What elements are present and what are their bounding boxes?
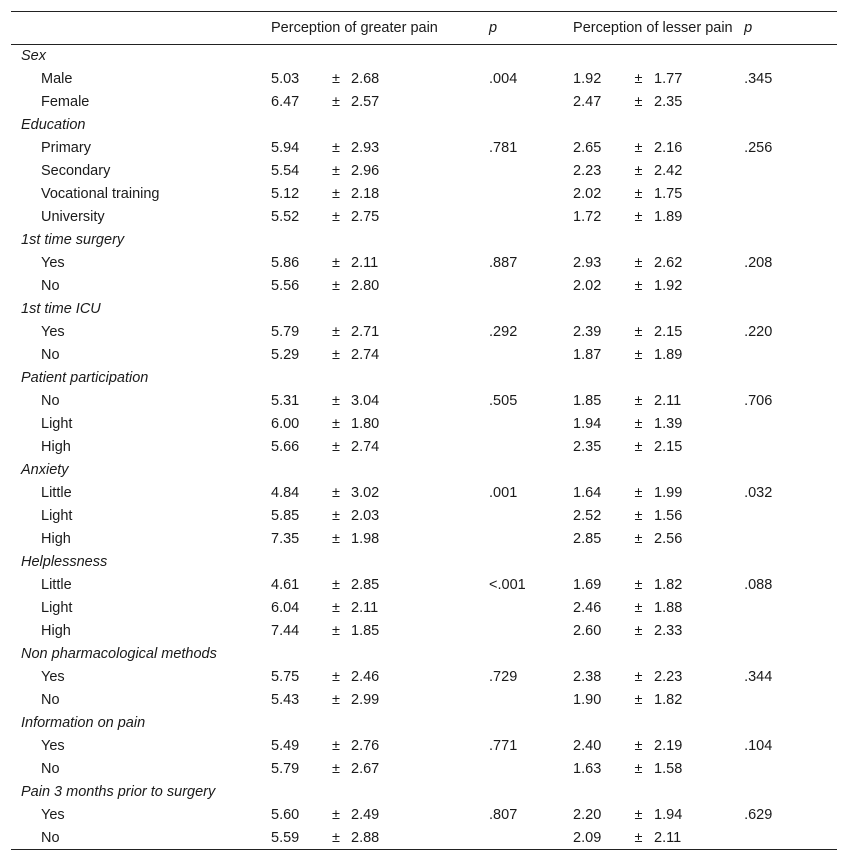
table-row [11, 389, 837, 412]
lesser-pain-sd: 2.11 [654, 392, 682, 409]
greater-pain-sd: 2.68 [351, 70, 380, 87]
lesser-pain-mean: 2.35 [573, 438, 602, 455]
group-header-row [11, 711, 837, 734]
greater-pain-p-value: <.001 [489, 576, 526, 593]
lesser-pain-mean: 1.85 [573, 392, 602, 409]
lesser-pain-sd: 1.82 [654, 691, 683, 708]
lesser-pain-mean: 2.38 [573, 668, 602, 685]
lesser-pain-mean: 2.47 [573, 93, 602, 110]
greater-pain-p-value [489, 757, 573, 780]
table-row [11, 481, 837, 504]
lesser-pain-p-value [744, 527, 837, 550]
greater-pain-mean: 4.84 [271, 484, 300, 501]
table-row [11, 90, 837, 113]
greater-pain-plus-minus: ± [332, 185, 340, 202]
table-row [11, 159, 837, 182]
lesser-pain-plus-minus: ± [634, 829, 643, 846]
lesser-pain-plus-minus: ± [634, 691, 643, 708]
lesser-pain-mean: 1.64 [573, 484, 602, 501]
greater-pain-plus-minus: ± [332, 93, 340, 110]
greater-pain-p-value [489, 182, 573, 205]
row-label: High [41, 530, 71, 547]
lesser-pain-mean: 1.87 [573, 346, 602, 363]
row-label: No [41, 691, 60, 708]
greater-pain-plus-minus: ± [332, 346, 340, 363]
group-label: 1st time surgery [21, 231, 125, 248]
greater-pain-mean: 5.31 [271, 392, 300, 409]
greater-pain-mean: 4.61 [271, 576, 300, 593]
lesser-pain-p-value [744, 688, 837, 711]
lesser-pain-p-value [744, 826, 837, 849]
lesser-pain-plus-minus: ± [634, 70, 643, 87]
lesser-pain-sd: 1.92 [654, 277, 683, 294]
group-label: Patient participation [21, 369, 149, 386]
greater-pain-p-value: .807 [489, 806, 518, 823]
table-row [11, 573, 837, 596]
greater-pain-sd: 1.98 [351, 530, 380, 547]
table-row [11, 757, 837, 780]
row-label: High [41, 438, 71, 455]
lesser-pain-mean: 2.23 [573, 162, 602, 179]
greater-pain-plus-minus: ± [332, 737, 340, 754]
lesser-pain-p-value [744, 412, 837, 435]
group-header-row [11, 228, 837, 251]
greater-pain-mean: 5.79 [271, 760, 300, 777]
greater-pain-plus-minus: ± [332, 576, 340, 593]
greater-pain-p-value: .001 [489, 484, 518, 501]
lesser-pain-sd: 1.75 [654, 185, 683, 202]
lesser-pain-plus-minus: ± [634, 668, 643, 685]
greater-pain-plus-minus: ± [332, 806, 340, 823]
row-label: No [41, 829, 60, 846]
header-row [11, 12, 837, 44]
group-header-row [11, 366, 837, 389]
greater-pain-mean: 5.75 [271, 668, 300, 685]
row-label: Female [41, 93, 90, 110]
table-row [11, 734, 837, 757]
lesser-pain-p-value [744, 90, 837, 113]
greater-pain-sd: 2.88 [351, 829, 380, 846]
greater-pain-mean: 6.04 [271, 599, 300, 616]
table-row [11, 619, 837, 642]
greater-pain-plus-minus: ± [332, 70, 340, 87]
greater-pain-plus-minus: ± [332, 392, 340, 409]
greater-pain-mean: 5.29 [271, 346, 300, 363]
greater-pain-plus-minus: ± [332, 599, 340, 616]
greater-pain-sd: 1.80 [351, 415, 380, 432]
lesser-pain-sd: 1.58 [654, 760, 683, 777]
lesser-pain-mean: 1.63 [573, 760, 602, 777]
lesser-pain-mean: 2.39 [573, 323, 602, 340]
greater-pain-mean: 5.54 [271, 162, 300, 179]
lesser-pain-mean: 1.69 [573, 576, 602, 593]
group-label: Non pharmacological methods [21, 645, 217, 662]
lesser-pain-p-value [744, 596, 837, 619]
lesser-pain-sd: 1.56 [654, 507, 683, 524]
greater-pain-sd: 2.74 [351, 438, 380, 455]
header-lesser-pain: Perception of lesser pain [573, 12, 744, 44]
row-label: Male [41, 70, 73, 87]
greater-pain-plus-minus: ± [332, 415, 340, 432]
group-label: Information on pain [21, 714, 146, 731]
greater-pain-plus-minus: ± [332, 691, 340, 708]
row-label: Yes [41, 323, 65, 340]
lesser-pain-sd: 2.62 [654, 254, 683, 271]
greater-pain-sd: 3.04 [351, 392, 380, 409]
greater-pain-p-value: .004 [489, 70, 518, 87]
header-p-greater: p [489, 12, 573, 44]
lesser-pain-mean: 2.40 [573, 737, 602, 754]
row-label: Light [41, 599, 73, 616]
greater-pain-mean: 5.66 [271, 438, 300, 455]
group-header-row [11, 113, 837, 136]
group-header-row [11, 44, 837, 67]
table-body [11, 44, 837, 849]
lesser-pain-sd: 1.94 [654, 806, 683, 823]
lesser-pain-plus-minus: ± [634, 139, 643, 156]
greater-pain-p-value [489, 412, 573, 435]
greater-pain-plus-minus: ± [332, 254, 340, 271]
row-label: High [41, 622, 71, 639]
greater-pain-mean: 5.94 [271, 139, 300, 156]
pain-perception-table-container [11, 11, 837, 850]
greater-pain-p-value [489, 159, 573, 182]
greater-pain-plus-minus: ± [332, 829, 340, 846]
greater-pain-mean: 5.43 [271, 691, 300, 708]
greater-pain-plus-minus: ± [332, 208, 340, 225]
pain-perception-table [11, 12, 837, 849]
greater-pain-p-value: .771 [489, 737, 518, 754]
row-label: Light [41, 415, 73, 432]
greater-pain-sd: 1.85 [351, 622, 380, 639]
table-row [11, 665, 837, 688]
lesser-pain-plus-minus: ± [634, 185, 643, 202]
greater-pain-p-value [489, 274, 573, 297]
lesser-pain-p-value: .088 [744, 576, 773, 593]
row-label: No [41, 346, 60, 363]
table-row [11, 826, 837, 849]
row-label: No [41, 277, 60, 294]
greater-pain-mean: 6.00 [271, 415, 300, 432]
greater-pain-sd: 2.57 [351, 93, 380, 110]
group-header-row [11, 550, 837, 573]
greater-pain-mean: 5.86 [271, 254, 300, 271]
row-label: No [41, 392, 60, 409]
lesser-pain-plus-minus: ± [634, 162, 643, 179]
row-label: Yes [41, 806, 65, 823]
lesser-pain-plus-minus: ± [634, 576, 643, 593]
lesser-pain-p-value [744, 274, 837, 297]
greater-pain-mean: 5.59 [271, 829, 300, 846]
lesser-pain-plus-minus: ± [634, 599, 643, 616]
greater-pain-sd: 2.11 [351, 254, 379, 271]
greater-pain-p-value: .887 [489, 254, 518, 271]
row-label: Primary [41, 139, 91, 156]
group-label: 1st time ICU [21, 300, 101, 317]
lesser-pain-sd: 2.11 [654, 829, 682, 846]
lesser-pain-p-value: .220 [744, 323, 773, 340]
row-label: Little [41, 484, 72, 501]
lesser-pain-mean: 2.52 [573, 507, 602, 524]
table-header [11, 12, 837, 44]
greater-pain-sd: 2.46 [351, 668, 380, 685]
row-label: Yes [41, 668, 65, 685]
lesser-pain-mean: 2.85 [573, 530, 602, 547]
greater-pain-plus-minus: ± [332, 162, 340, 179]
greater-pain-sd: 2.75 [351, 208, 380, 225]
greater-pain-p-value [489, 435, 573, 458]
lesser-pain-plus-minus: ± [634, 760, 643, 777]
greater-pain-plus-minus: ± [332, 622, 340, 639]
table-row [11, 205, 837, 228]
lesser-pain-mean: 1.92 [573, 70, 602, 87]
lesser-pain-sd: 1.89 [654, 208, 683, 225]
greater-pain-mean: 7.35 [271, 530, 300, 547]
row-label: Light [41, 507, 73, 524]
lesser-pain-plus-minus: ± [634, 208, 643, 225]
greater-pain-p-value [489, 205, 573, 228]
table-row [11, 412, 837, 435]
lesser-pain-p-value: .706 [744, 392, 773, 409]
lesser-pain-p-value [744, 504, 837, 527]
lesser-pain-sd: 2.33 [654, 622, 683, 639]
greater-pain-p-value [489, 527, 573, 550]
lesser-pain-sd: 2.35 [654, 93, 683, 110]
greater-pain-sd: 2.85 [351, 576, 380, 593]
lesser-pain-sd: 2.23 [654, 668, 683, 685]
greater-pain-p-value [489, 596, 573, 619]
lesser-pain-p-value [744, 435, 837, 458]
lesser-pain-p-value [744, 757, 837, 780]
lesser-pain-sd: 2.19 [654, 737, 683, 754]
greater-pain-mean: 7.44 [271, 622, 300, 639]
greater-pain-mean: 5.49 [271, 737, 300, 754]
lesser-pain-p-value [744, 619, 837, 642]
lesser-pain-mean: 2.09 [573, 829, 602, 846]
lesser-pain-p-value: .256 [744, 139, 773, 156]
greater-pain-sd: 2.99 [351, 691, 380, 708]
greater-pain-plus-minus: ± [332, 484, 340, 501]
lesser-pain-p-value [744, 182, 837, 205]
lesser-pain-sd: 1.39 [654, 415, 683, 432]
greater-pain-plus-minus: ± [332, 530, 340, 547]
greater-pain-p-value [489, 90, 573, 113]
greater-pain-sd: 2.80 [351, 277, 380, 294]
lesser-pain-mean: 1.94 [573, 415, 602, 432]
table-row [11, 688, 837, 711]
greater-pain-mean: 5.52 [271, 208, 300, 225]
greater-pain-mean: 6.47 [271, 93, 300, 110]
header-greater-pain: Perception of greater pain [271, 12, 489, 44]
table-row [11, 435, 837, 458]
greater-pain-mean: 5.12 [271, 185, 300, 202]
lesser-pain-sd: 2.15 [654, 323, 683, 340]
table-row [11, 67, 837, 90]
lesser-pain-mean: 2.46 [573, 599, 602, 616]
lesser-pain-p-value: .344 [744, 668, 773, 685]
table-row [11, 136, 837, 159]
lesser-pain-sd: 1.99 [654, 484, 683, 501]
greater-pain-mean: 5.56 [271, 277, 300, 294]
greater-pain-sd: 2.93 [351, 139, 380, 156]
row-label: No [41, 760, 60, 777]
lesser-pain-sd: 1.88 [654, 599, 683, 616]
greater-pain-sd: 2.49 [351, 806, 380, 823]
greater-pain-sd: 2.11 [351, 599, 379, 616]
lesser-pain-mean: 1.72 [573, 208, 602, 225]
greater-pain-plus-minus: ± [332, 323, 340, 340]
greater-pain-mean: 5.79 [271, 323, 300, 340]
lesser-pain-p-value: .629 [744, 806, 773, 823]
group-label: Education [21, 116, 86, 133]
lesser-pain-plus-minus: ± [634, 277, 643, 294]
greater-pain-sd: 2.74 [351, 346, 380, 363]
lesser-pain-mean: 2.02 [573, 185, 602, 202]
greater-pain-p-value [489, 343, 573, 366]
greater-pain-plus-minus: ± [332, 668, 340, 685]
greater-pain-p-value [489, 619, 573, 642]
lesser-pain-mean: 2.65 [573, 139, 602, 156]
lesser-pain-plus-minus: ± [634, 530, 643, 547]
lesser-pain-sd: 2.15 [654, 438, 683, 455]
group-header-row [11, 642, 837, 665]
greater-pain-sd: 2.03 [351, 507, 380, 524]
table-row [11, 182, 837, 205]
lesser-pain-plus-minus: ± [634, 346, 643, 363]
table-row [11, 251, 837, 274]
lesser-pain-plus-minus: ± [634, 323, 643, 340]
lesser-pain-plus-minus: ± [634, 438, 643, 455]
greater-pain-sd: 3.02 [351, 484, 380, 501]
lesser-pain-sd: 1.89 [654, 346, 683, 363]
header-p-lesser: p [744, 12, 837, 44]
lesser-pain-plus-minus: ± [634, 484, 643, 501]
greater-pain-sd: 2.76 [351, 737, 380, 754]
lesser-pain-p-value: .104 [744, 737, 773, 754]
lesser-pain-plus-minus: ± [634, 93, 643, 110]
greater-pain-plus-minus: ± [332, 139, 340, 156]
table-row [11, 274, 837, 297]
greater-pain-sd: 2.67 [351, 760, 380, 777]
lesser-pain-mean: 2.02 [573, 277, 602, 294]
header-variable-blank [11, 12, 271, 44]
greater-pain-plus-minus: ± [332, 438, 340, 455]
lesser-pain-plus-minus: ± [634, 415, 643, 432]
greater-pain-plus-minus: ± [332, 507, 340, 524]
group-label: Pain 3 months prior to surgery [21, 783, 216, 800]
lesser-pain-p-value [744, 159, 837, 182]
lesser-pain-plus-minus: ± [634, 806, 643, 823]
lesser-pain-sd: 1.82 [654, 576, 683, 593]
table-row [11, 527, 837, 550]
row-label: Yes [41, 254, 65, 271]
lesser-pain-plus-minus: ± [634, 254, 643, 271]
greater-pain-p-value: .781 [489, 139, 518, 156]
greater-pain-mean: 5.03 [271, 70, 300, 87]
lesser-pain-p-value: .345 [744, 70, 773, 87]
lesser-pain-plus-minus: ± [634, 392, 643, 409]
greater-pain-p-value [489, 504, 573, 527]
greater-pain-sd: 2.18 [351, 185, 380, 202]
lesser-pain-mean: 2.20 [573, 806, 602, 823]
greater-pain-p-value: .729 [489, 668, 518, 685]
lesser-pain-mean: 2.60 [573, 622, 602, 639]
table-row [11, 803, 837, 826]
greater-pain-plus-minus: ± [332, 760, 340, 777]
row-label: University [41, 208, 105, 225]
greater-pain-plus-minus: ± [332, 277, 340, 294]
lesser-pain-mean: 2.93 [573, 254, 602, 271]
lesser-pain-mean: 1.90 [573, 691, 602, 708]
greater-pain-sd: 2.96 [351, 162, 380, 179]
group-label: Sex [21, 47, 46, 64]
table-row [11, 504, 837, 527]
greater-pain-p-value: .292 [489, 323, 518, 340]
lesser-pain-sd: 1.77 [654, 70, 683, 87]
row-label: Yes [41, 737, 65, 754]
group-label: Helplessness [21, 553, 108, 570]
group-label: Anxiety [21, 461, 69, 478]
greater-pain-sd: 2.71 [351, 323, 380, 340]
group-header-row [11, 780, 837, 803]
lesser-pain-sd: 2.56 [654, 530, 683, 547]
greater-pain-p-value [489, 688, 573, 711]
row-label: Little [41, 576, 72, 593]
lesser-pain-p-value [744, 343, 837, 366]
table-row [11, 320, 837, 343]
lesser-pain-sd: 2.42 [654, 162, 683, 179]
greater-pain-mean: 5.60 [271, 806, 300, 823]
table-row [11, 343, 837, 366]
greater-pain-mean: 5.85 [271, 507, 300, 524]
greater-pain-p-value: .505 [489, 392, 518, 409]
lesser-pain-plus-minus: ± [634, 737, 643, 754]
lesser-pain-p-value [744, 205, 837, 228]
table-row [11, 596, 837, 619]
lesser-pain-plus-minus: ± [634, 622, 643, 639]
row-label: Vocational training [41, 185, 160, 202]
lesser-pain-sd: 2.16 [654, 139, 683, 156]
greater-pain-p-value [489, 826, 573, 849]
group-header-row [11, 297, 837, 320]
group-header-row [11, 458, 837, 481]
lesser-pain-plus-minus: ± [634, 507, 643, 524]
lesser-pain-p-value: .208 [744, 254, 773, 271]
lesser-pain-p-value: .032 [744, 484, 773, 501]
row-label: Secondary [41, 162, 111, 179]
